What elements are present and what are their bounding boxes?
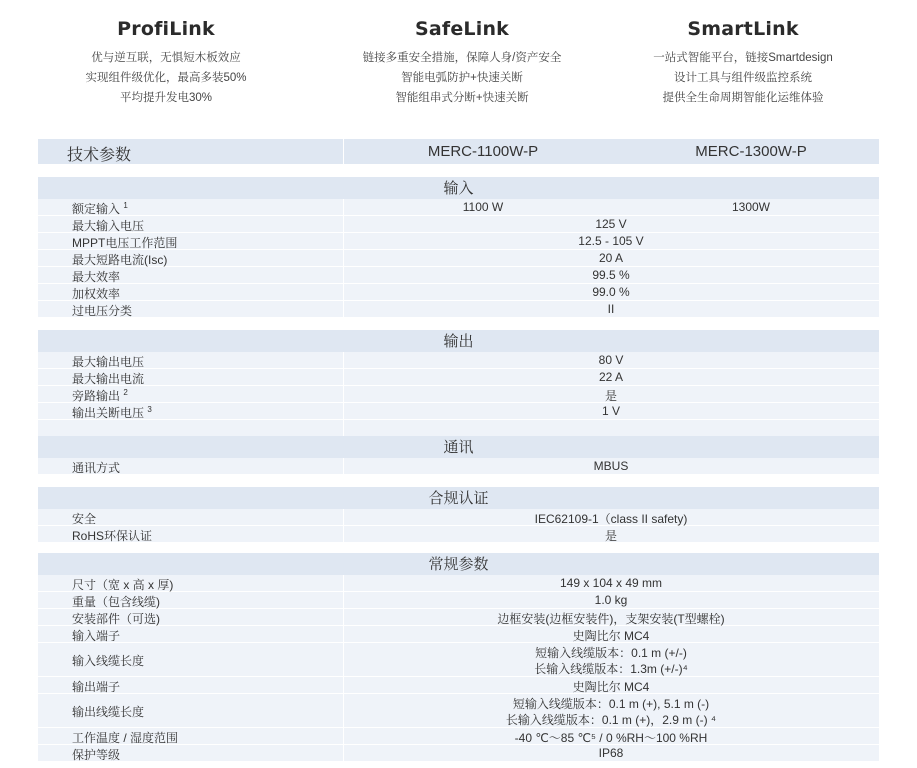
section-title: 合规认证: [38, 487, 879, 509]
row-value: 80 V: [598, 353, 624, 367]
table-row: [38, 526, 879, 543]
row-label: 输入端子: [72, 629, 121, 643]
row-value: MBUS: [593, 459, 629, 473]
table-row: [38, 728, 879, 745]
table-row: [38, 199, 879, 216]
feature-line: 提供全生命周期智能化运维体验: [662, 92, 824, 104]
row-label: 输出线缆长度: [72, 705, 145, 719]
row-value-line: 短输入线缆版本：0.1 m (+/-): [535, 646, 687, 660]
row-label: MPPT电压工作范围: [72, 236, 178, 250]
row-value: 边框安装(边框安装件)，支架安装(T型螺栓): [497, 612, 725, 626]
table-row: [38, 233, 879, 250]
feature-line: 设计工具与组件级监控系统: [674, 72, 812, 84]
row-label: 最大短路电流(Isc): [72, 253, 168, 267]
row-label: 通讯方式: [72, 461, 121, 475]
row-label: 最大输出电压: [72, 355, 145, 369]
feature-profilink: [36, 18, 296, 108]
section-general: [38, 553, 879, 762]
section-title: 常规参数: [38, 553, 879, 575]
section-input: [38, 177, 879, 318]
table-row: [38, 643, 879, 677]
table-row: [38, 745, 879, 762]
row-value-line: 长输入线缆版本：0.1 m (+)，2.9 m (-) ⁴: [505, 713, 717, 727]
spec-header-row: [38, 139, 879, 164]
table-row: [38, 250, 879, 267]
row-label: 最大效率: [72, 270, 121, 284]
feature-line: 实现组件级优化，最高多装50%: [85, 72, 247, 84]
table-row: [38, 626, 879, 643]
row-value: 1.0 kg: [594, 593, 628, 607]
param-header: 技术参数: [67, 147, 132, 164]
row-value: 12.5 - 105 V: [578, 234, 644, 248]
row-label: 工作温度 / 湿度范围: [72, 731, 179, 745]
row-label: 旁路输出 $^2$: [72, 388, 128, 403]
table-row: [38, 592, 879, 609]
table-row: [38, 369, 879, 386]
table-row: [38, 420, 879, 437]
row-value: IEC62109-1（class II safety): [534, 512, 688, 526]
feature-title: SafeLink: [414, 18, 510, 40]
row-label: 最大输出电流: [72, 372, 145, 386]
table-row: [38, 509, 879, 526]
row-label: RoHS环保认证: [72, 529, 153, 543]
table-row: [38, 403, 879, 420]
feature-line: 智能组串式分断+快速关断: [395, 92, 529, 104]
spec-table: [38, 139, 879, 164]
row-value: 是: [604, 389, 617, 403]
row-label: 重量（包含线缆): [72, 595, 160, 609]
table-row: [38, 386, 879, 403]
section-title: 输出: [38, 330, 879, 352]
row-value: 149 x 104 x 49 mm: [559, 576, 663, 590]
row-value: 史陶比尔 MC4: [572, 680, 650, 694]
feature-title: SmartLink: [687, 18, 799, 40]
row-label: 输出端子: [72, 680, 121, 694]
row-label: 额定输入 $^1$: [72, 201, 128, 216]
row-value: -40 ℃～85 ℃⁵ / 0 %RH～100 %RH: [514, 731, 708, 745]
table-row: [38, 458, 879, 475]
feature-title: ProfiLink: [117, 18, 215, 40]
table-row: [38, 694, 879, 728]
table-row: [38, 352, 879, 369]
row-label: 加权效率: [72, 287, 121, 301]
section-title: 输入: [38, 177, 879, 199]
row-value: 1 V: [601, 404, 620, 418]
row-value: 99.5 %: [592, 268, 630, 282]
row-value: II: [607, 302, 615, 316]
row-value: 125 V: [595, 217, 627, 231]
row-value-line: 长输入线缆版本：1.3m (+/-)⁴: [534, 662, 688, 676]
feature-safelink: [332, 18, 592, 108]
table-row: [38, 575, 879, 592]
table-row: [38, 677, 879, 694]
table-row: [38, 267, 879, 284]
section-compliance: [38, 487, 879, 543]
row-label: 输出关断电压 $^3$: [72, 405, 152, 420]
row-label: 输入线缆长度: [72, 654, 145, 668]
row-value: 是: [604, 529, 617, 543]
row-value-line: 短输入线缆版本：0.1 m (+), 5.1 m (-): [512, 697, 710, 711]
row-label: 过电压分类: [72, 304, 133, 318]
row-value: 史陶比尔 MC4: [572, 629, 650, 643]
row-value-model2: 1300W: [731, 200, 771, 214]
row-label: 最大输入电压: [72, 219, 145, 233]
table-row: [38, 284, 879, 301]
section-output: [38, 330, 879, 437]
row-value: 99.0 %: [592, 285, 630, 299]
row-value-model1: 1100 W: [462, 200, 504, 214]
feature-line: 链接多重安全措施，保障人身/资产安全: [362, 52, 562, 64]
feature-header: [0, 0, 917, 130]
row-value: 22 A: [598, 370, 624, 384]
feature-line: 一站式智能平台，链接Smartdesign: [653, 52, 833, 64]
table-row: [38, 216, 879, 233]
row-label: 尺寸（宽 x 高 x 厚): [72, 578, 174, 592]
table-row: [38, 301, 879, 318]
model2-header: MERC-1300W-P: [695, 143, 807, 160]
feature-line: 优与逆互联，无惧短木板效应: [91, 52, 241, 64]
section-title: 通讯: [38, 436, 879, 458]
row-label: 保护等级: [72, 748, 121, 762]
feature-smartlink: [613, 18, 873, 108]
table-row: [38, 609, 879, 626]
feature-line: 平均提升发电30%: [119, 92, 213, 104]
model1-header: MERC-1100W-P: [427, 143, 539, 160]
row-value: 20 A: [598, 251, 624, 265]
row-label: 安装部件（可选): [72, 612, 160, 626]
row-value: IP68: [598, 746, 624, 760]
row-label: 安全: [72, 512, 97, 526]
section-communication: [38, 436, 879, 475]
feature-line: 智能电弧防护+快速关断: [401, 72, 523, 84]
